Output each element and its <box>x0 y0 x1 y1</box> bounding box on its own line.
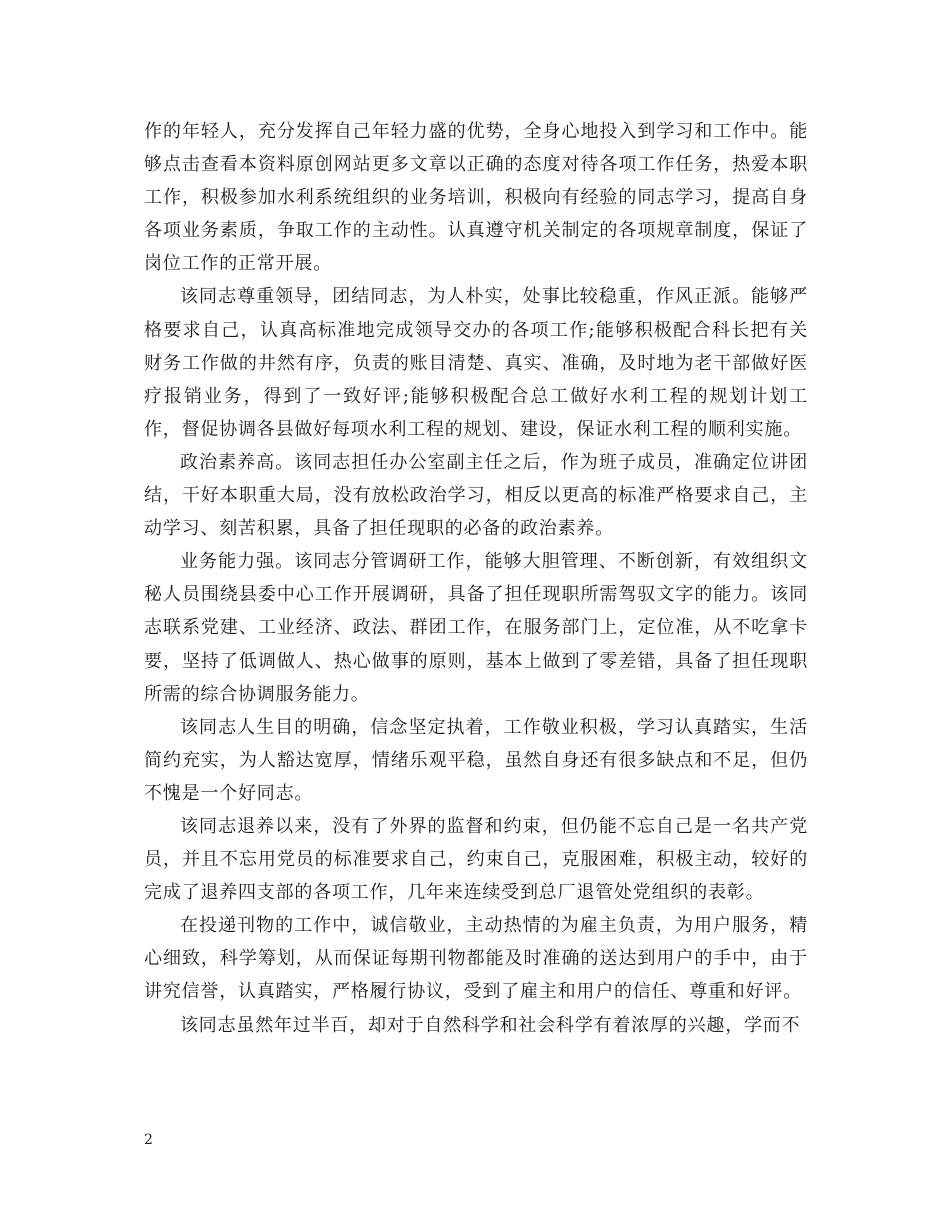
page-number: 2 <box>144 1132 153 1148</box>
paragraph: 业务能力强。该同志分管调研工作，能够大胆管理、不断创新，有效组织文秘人员围绕县委中心工作开展调研，具备了担任现职所需驾驭文字的能力。该同志联系党建、工业经济、政法、群团工作，在服务部门上，定位准，从不吃拿卡要，坚持了低调做人、热心做事的原则，基本上做到了零差错，具备了担任现职所需的综合协调服务能力。 <box>144 551 808 705</box>
document-body <box>144 115 808 1042</box>
paragraph: 该同志退养以来，没有了外界的监督和约束，但仍能不忘自己是一名共产党员，并且不忘用党员的标准要求自己，约束自己，克服困难，积极主动，较好的完成了退养四支部的各项工作，几年来连续受到总厂退管处党组织的表彰。 <box>144 815 808 904</box>
paragraph: 该同志虽然年过半百，却对于自然科学和社会科学有着浓厚的兴趣，学而不 <box>180 1014 801 1036</box>
paragraph: 该同志人生目的明确，信念坚定执着，工作敬业积极，学习认真踏实，生活简约充实，为人豁达宽厚，情绪乐观平稳，虽然自身还有很多缺点和不足，但仍不愧是一个好同志。 <box>144 716 808 804</box>
paragraph: 该同志尊重领导，团结同志，为人朴实，处事比较稳重，作风正派。能够严格要求自己，认真高标准地完成领导交办的各项工作;能够积极配合科长把有关财务工作做的井然有序，负责的账目清楚、真实、准确，及时地为老干部做好医疗报销业务，得到了一致好评;能够积极配合总工做好水利工程的规划计划工作，督促协调各县做好每项水利工程的规划、建设，保证水利工程的顺利实施。 <box>144 286 808 440</box>
paragraph: 政治素养高。该同志担任办公室副主任之后，作为班子成员，准确定位讲团结，干好本职重大局，没有放松政治学习，相反以更高的标准严格要求自己，主动学习、刻苦积累，具备了担任现职的必备的政治素养。 <box>144 451 808 540</box>
paragraph-continuation: 作的年轻人，充分发挥自己年轻力盛的优势，全身心地投入到学习和工作中。能够点击查看本资料原创网站更多文章以正确的态度对待各项工作任务，热爱本职工作，积极参加水利系统组织的业务培训，积极向有经验的同志学习，提高自身各项业务素质，争取工作的主动性。认真遵守机关制定的各项规章制度，保证了岗位工作的正常开展。 <box>144 121 808 275</box>
paragraph: 在投递刊物的工作中，诚信敬业，主动热情的为雇主负责，为用户服务，精心细致，科学筹划，从而保证每期刊物都能及时准确的送达到用户的手中，由于讲究信誉，认真踏实，严格履行协议，受到了雇主和用户的信任、尊重和好评。 <box>144 915 808 1003</box>
